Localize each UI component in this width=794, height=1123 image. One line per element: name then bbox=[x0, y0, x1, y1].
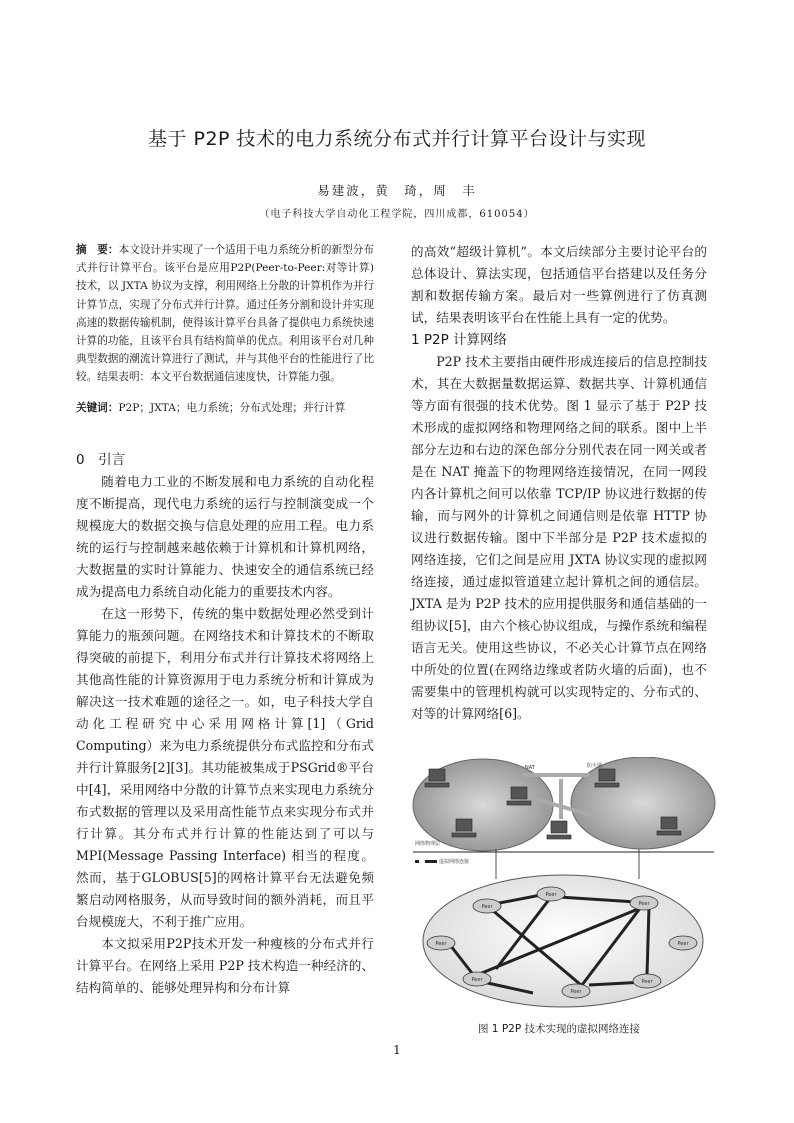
figure-caption: 图 1 P2P 技术实现的虚拟网络连接 bbox=[477, 1023, 641, 1035]
network-diagram bbox=[411, 757, 716, 1015]
svg-text:Peer: Peer bbox=[638, 901, 650, 907]
abstract-text: 本文设计并实现了一个适用于电力系统分析的新型分布式并行计算平台。该平台是应用P2P(Peer-to-Peer:对等计算)技术，以 JXTA 协议为支撑，利用网络上分散的计算机作为并行计算节点，实现了分布式并行计算。通过任务分割和设计并实现高速的数据传输机制，使得该计算平台具备了提供电力系统快速计算的功能，且该平台具有结构简单的优点。利用该平台对几种典型数据的潮流计算进行了测试，并与其他平台的性能进行了比较。结果表明：本文平台数据通信速度快，计算能力强。 bbox=[76, 244, 375, 384]
label-firewall: 防火墙 bbox=[587, 763, 603, 769]
paragraph: P2P 技术主要指由硬件形成连接后的信息控制技术，其在大数据量数据运算、数据共享、计算机通信等方面有很强的技术优势。图 1 显示了基于 P2P 技术形成的虚拟网络和物理网络之间的联系。图中上半部分左边和右边的深色部分分别代表在同一网关或者是在 NAT 掩盖下的物理网络连接情况，在同一网段内各计算机之间可以依靠 TCP/IP 协议进行数据的传输，而与网外的计算机之间通信则是依靠 HTTP 协议进行数据传输。图中下半部分是 P2P 技术虚拟的网络连接，它们之间是应用 JXTA 协议实现的虚拟网络连接，通过虚拟管道建立起计算机之间的通信层。JXTA 是为 P2P 技术的应用提供服务和通信基础的一组协议[5]，由六个核心协议组成，与操作系统和编程语言无关。使用这些协议，不必关心计算节点在网络中所处的位置(在网络边缘或者防火墙的后面)，也不需要集中的管理机构就可以实现特定的、分布式的、对等的计算网络[6]。 bbox=[411, 354, 707, 721]
lan-right bbox=[571, 757, 715, 849]
label-virtual-link: 虚拟网络连接 bbox=[439, 859, 470, 865]
svg-text:Peer: Peer bbox=[545, 892, 557, 898]
abstract-label: 摘 要： bbox=[76, 244, 119, 256]
section-0-heading: 0 引言 bbox=[76, 451, 126, 468]
svg-text:Peer: Peer bbox=[570, 989, 582, 995]
paragraph-continued: 的高效“超级计算机”。本文后续部分主要讨论平台的总体设计、算法实现，包括通信平台搭建以及任务分割和数据传输方案。最后对一些算例进行了仿真测试，结果表明该平台在性能上具有一定的优势。 bbox=[411, 244, 707, 325]
svg-text:Peer: Peer bbox=[677, 941, 689, 947]
label-physical-layer: 网络物理层 bbox=[415, 841, 441, 847]
section-1-heading: 1 P2P 计算网络 bbox=[411, 332, 508, 348]
affiliation: （电子科技大学自动化工程学院，四川成都，610054） bbox=[259, 209, 535, 220]
svg-text:Peer: Peer bbox=[481, 904, 493, 910]
right-column bbox=[411, 241, 707, 725]
abstract bbox=[76, 241, 374, 387]
svg-text:Peer: Peer bbox=[471, 977, 483, 983]
svg-text:Peer: Peer bbox=[641, 979, 653, 985]
keywords-label: 关键词： bbox=[76, 401, 119, 414]
left-column bbox=[76, 241, 374, 999]
svg-text:Peer: Peer bbox=[435, 941, 447, 947]
keywords bbox=[76, 399, 374, 417]
authors: 易建波，黄 琦，周 丰 bbox=[317, 183, 477, 198]
paragraph: 本文拟采用P2P技术开发一种瘦核的分布式并行计算平台。在网络上采用 P2P 技术构造一种经济的、结构简单的、能够处理异构和分布计算 bbox=[76, 935, 374, 995]
page-number: 1 bbox=[393, 1043, 401, 1057]
figure-1 bbox=[411, 757, 716, 1015]
paper-title: 基于 P2P 技术的电力系统分布式并行计算平台设计与实现 bbox=[147, 128, 647, 150]
keywords-text: P2P；JXTA；电力系统；分布式处理；并行计算 bbox=[118, 401, 346, 414]
label-nat: NAT bbox=[525, 765, 535, 771]
paragraph: 随着电力工业的不断发展和电力系统的自动化程度不断提高，现代电力系统的运行与控制演变成一个规模庞大的数据交换与信息处理的应用工程。电力系统的运行与控制越来越依赖于计算机和计算机网络，大数据量的实时计算能力、快速安全的通信系统已经成为提高电力系统自动化能力的重要技术内容。 bbox=[76, 473, 374, 599]
paragraph: 在这一形势下，传统的集中数据处理必然受到计算能力的瓶颈问题。在网络技术和计算技术的不断取得突破的前提下，利用分布式并行计算技术将网络上其他高性能的计算资源用于电力系统分析和计算成为解决这一技术难题的途径之一。如，电子科技大学自动化工程研究中心采用网格计算[1]（Grid Computing）来为电力系统提供分布式监控和分布式并行计算服务[2][3]。其功能被集成于PSGrid®平台中[4]，采用网络中分散的计算节点来实现电力系统分布式数据的管理以及采用高性能节点来实现分布式并行计算。其分布式并行计算的性能达到了可以与 MPI(Message Passing Interface) 相当的程度。然而，基于GLOBUS[5]的网格计算平台无法避免频繁启动网格服务，从而导致时间的额外消耗，而且平台规模庞大，不利于推广应用。 bbox=[76, 605, 374, 929]
